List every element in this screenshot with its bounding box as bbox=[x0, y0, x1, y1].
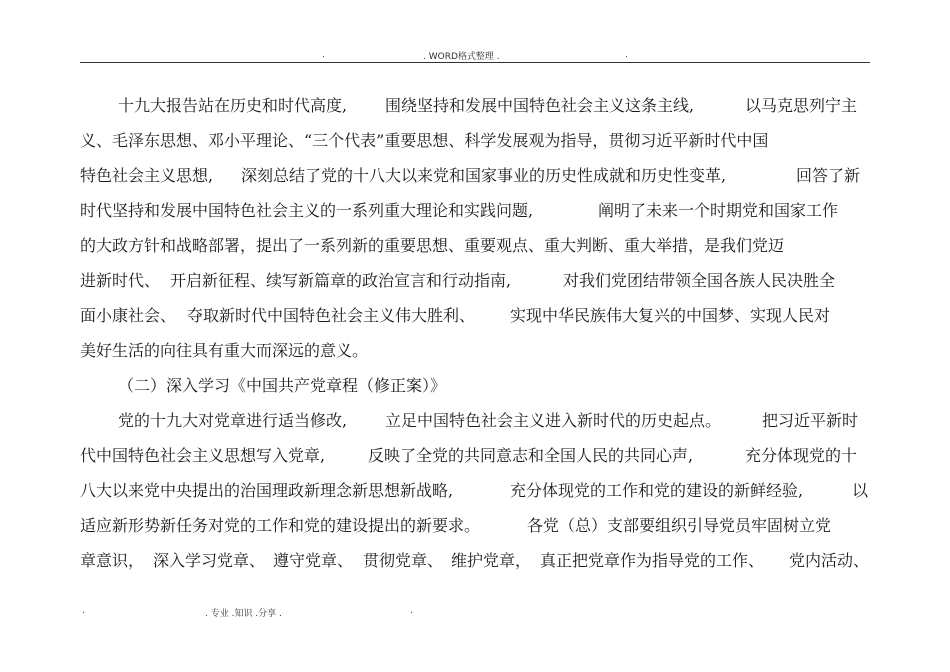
text-segment: 对我们党团结带领全国各族人民决胜全 bbox=[563, 271, 836, 290]
text-segment: 围绕坚持和发展中国特色社会主义这条主线, bbox=[385, 96, 695, 115]
header-dot-right: . bbox=[625, 50, 628, 60]
text-segment: 充分体现党的工作和党的建设的新鲜经验, bbox=[510, 481, 804, 500]
text-segment: 实现中华民族伟大复兴的中国梦、实现人民对 bbox=[510, 306, 831, 325]
text-segment: 开启新征程、续写新篇章的政治宣言和行动指南, bbox=[170, 271, 512, 290]
header-rule bbox=[80, 62, 870, 63]
text-segment: 的大政方针和战略部署，提出了一系列新的重要思想、重要观点、重大判断、重大举措，是我们党迈 bbox=[80, 236, 785, 255]
footer-text: . 专业 .知识 .分享 . bbox=[205, 609, 282, 619]
text-segment: 维护党章， bbox=[451, 551, 532, 570]
text-segment: 代中国特色社会主义思想写入党章, bbox=[80, 446, 326, 465]
text-segment: 时代坚持和发展中国特色社会主义的一系列重大理论和实践问题, bbox=[80, 201, 534, 220]
text-segment: 以 bbox=[852, 481, 869, 500]
text-segment: 党的十九大对党章进行适当修改, bbox=[118, 411, 348, 430]
text-segment: 特色社会主义思想, bbox=[80, 166, 214, 185]
text-segment: 适应新形势新任务对党的工作和党的建设提出的新要求。 bbox=[80, 516, 481, 535]
text-segment: （二）深入学习《中国共产党章程（修正案）》 bbox=[118, 376, 447, 395]
text-segment: 充分体现党的十 bbox=[745, 446, 858, 465]
text-segment: 贯彻党章、 bbox=[363, 551, 444, 570]
text-segment: 回答了新 bbox=[796, 166, 861, 185]
text-segment: 美好生活的向往具有重大而深远的意义。 bbox=[80, 341, 369, 360]
text-segment: 把习近平新时 bbox=[762, 411, 859, 430]
text-segment: 进新时代、 bbox=[80, 271, 161, 290]
text-segment: 反映了全党的共同意志和全国人民的共同心声, bbox=[368, 446, 694, 465]
text-segment: 真正把党章作为指导党的工作、 bbox=[540, 551, 765, 570]
header-title: . WORD格式整理 . bbox=[423, 52, 500, 62]
text-segment: 立足中国特色社会主义进入新时代的历史起点。 bbox=[385, 411, 722, 430]
text-segment: 各党（总）支部要组织引导党员牢固树立党 bbox=[527, 516, 832, 535]
text-segment: 八大以来党中央提出的治国理政新理念新思想新战略, bbox=[80, 481, 454, 500]
text-segment: 义、毛泽东思想、邓小平理论、“三个代表”重要思想、科学发展观为指导，贯彻习近平新时代中国 bbox=[80, 131, 769, 150]
text-segment: 章意识， bbox=[80, 551, 145, 570]
text-segment: 深入学习党章、 bbox=[153, 551, 266, 570]
text-segment: 面小康社会、 bbox=[80, 306, 177, 325]
text-segment: 遵守党章、 bbox=[273, 551, 354, 570]
text-segment: 夺取新时代中国特色社会主义伟大胜利、 bbox=[187, 306, 476, 325]
text-segment: 十九大报告站在历史和时代高度, bbox=[118, 96, 348, 115]
footer-dot-left: . bbox=[82, 606, 85, 616]
text-segment: 深刻总结了党的十八大以来党和国家事业的历史性成就和历史性变革, bbox=[241, 166, 727, 185]
text-segment: 阐明了未来一个时期党和国家工作 bbox=[598, 201, 839, 220]
footer-dot-right: . bbox=[410, 606, 413, 616]
text-segment: 党内活动、 bbox=[789, 551, 870, 570]
header-dot-left: . bbox=[322, 50, 325, 60]
text-segment: 以马克思列宁主 bbox=[745, 96, 858, 115]
